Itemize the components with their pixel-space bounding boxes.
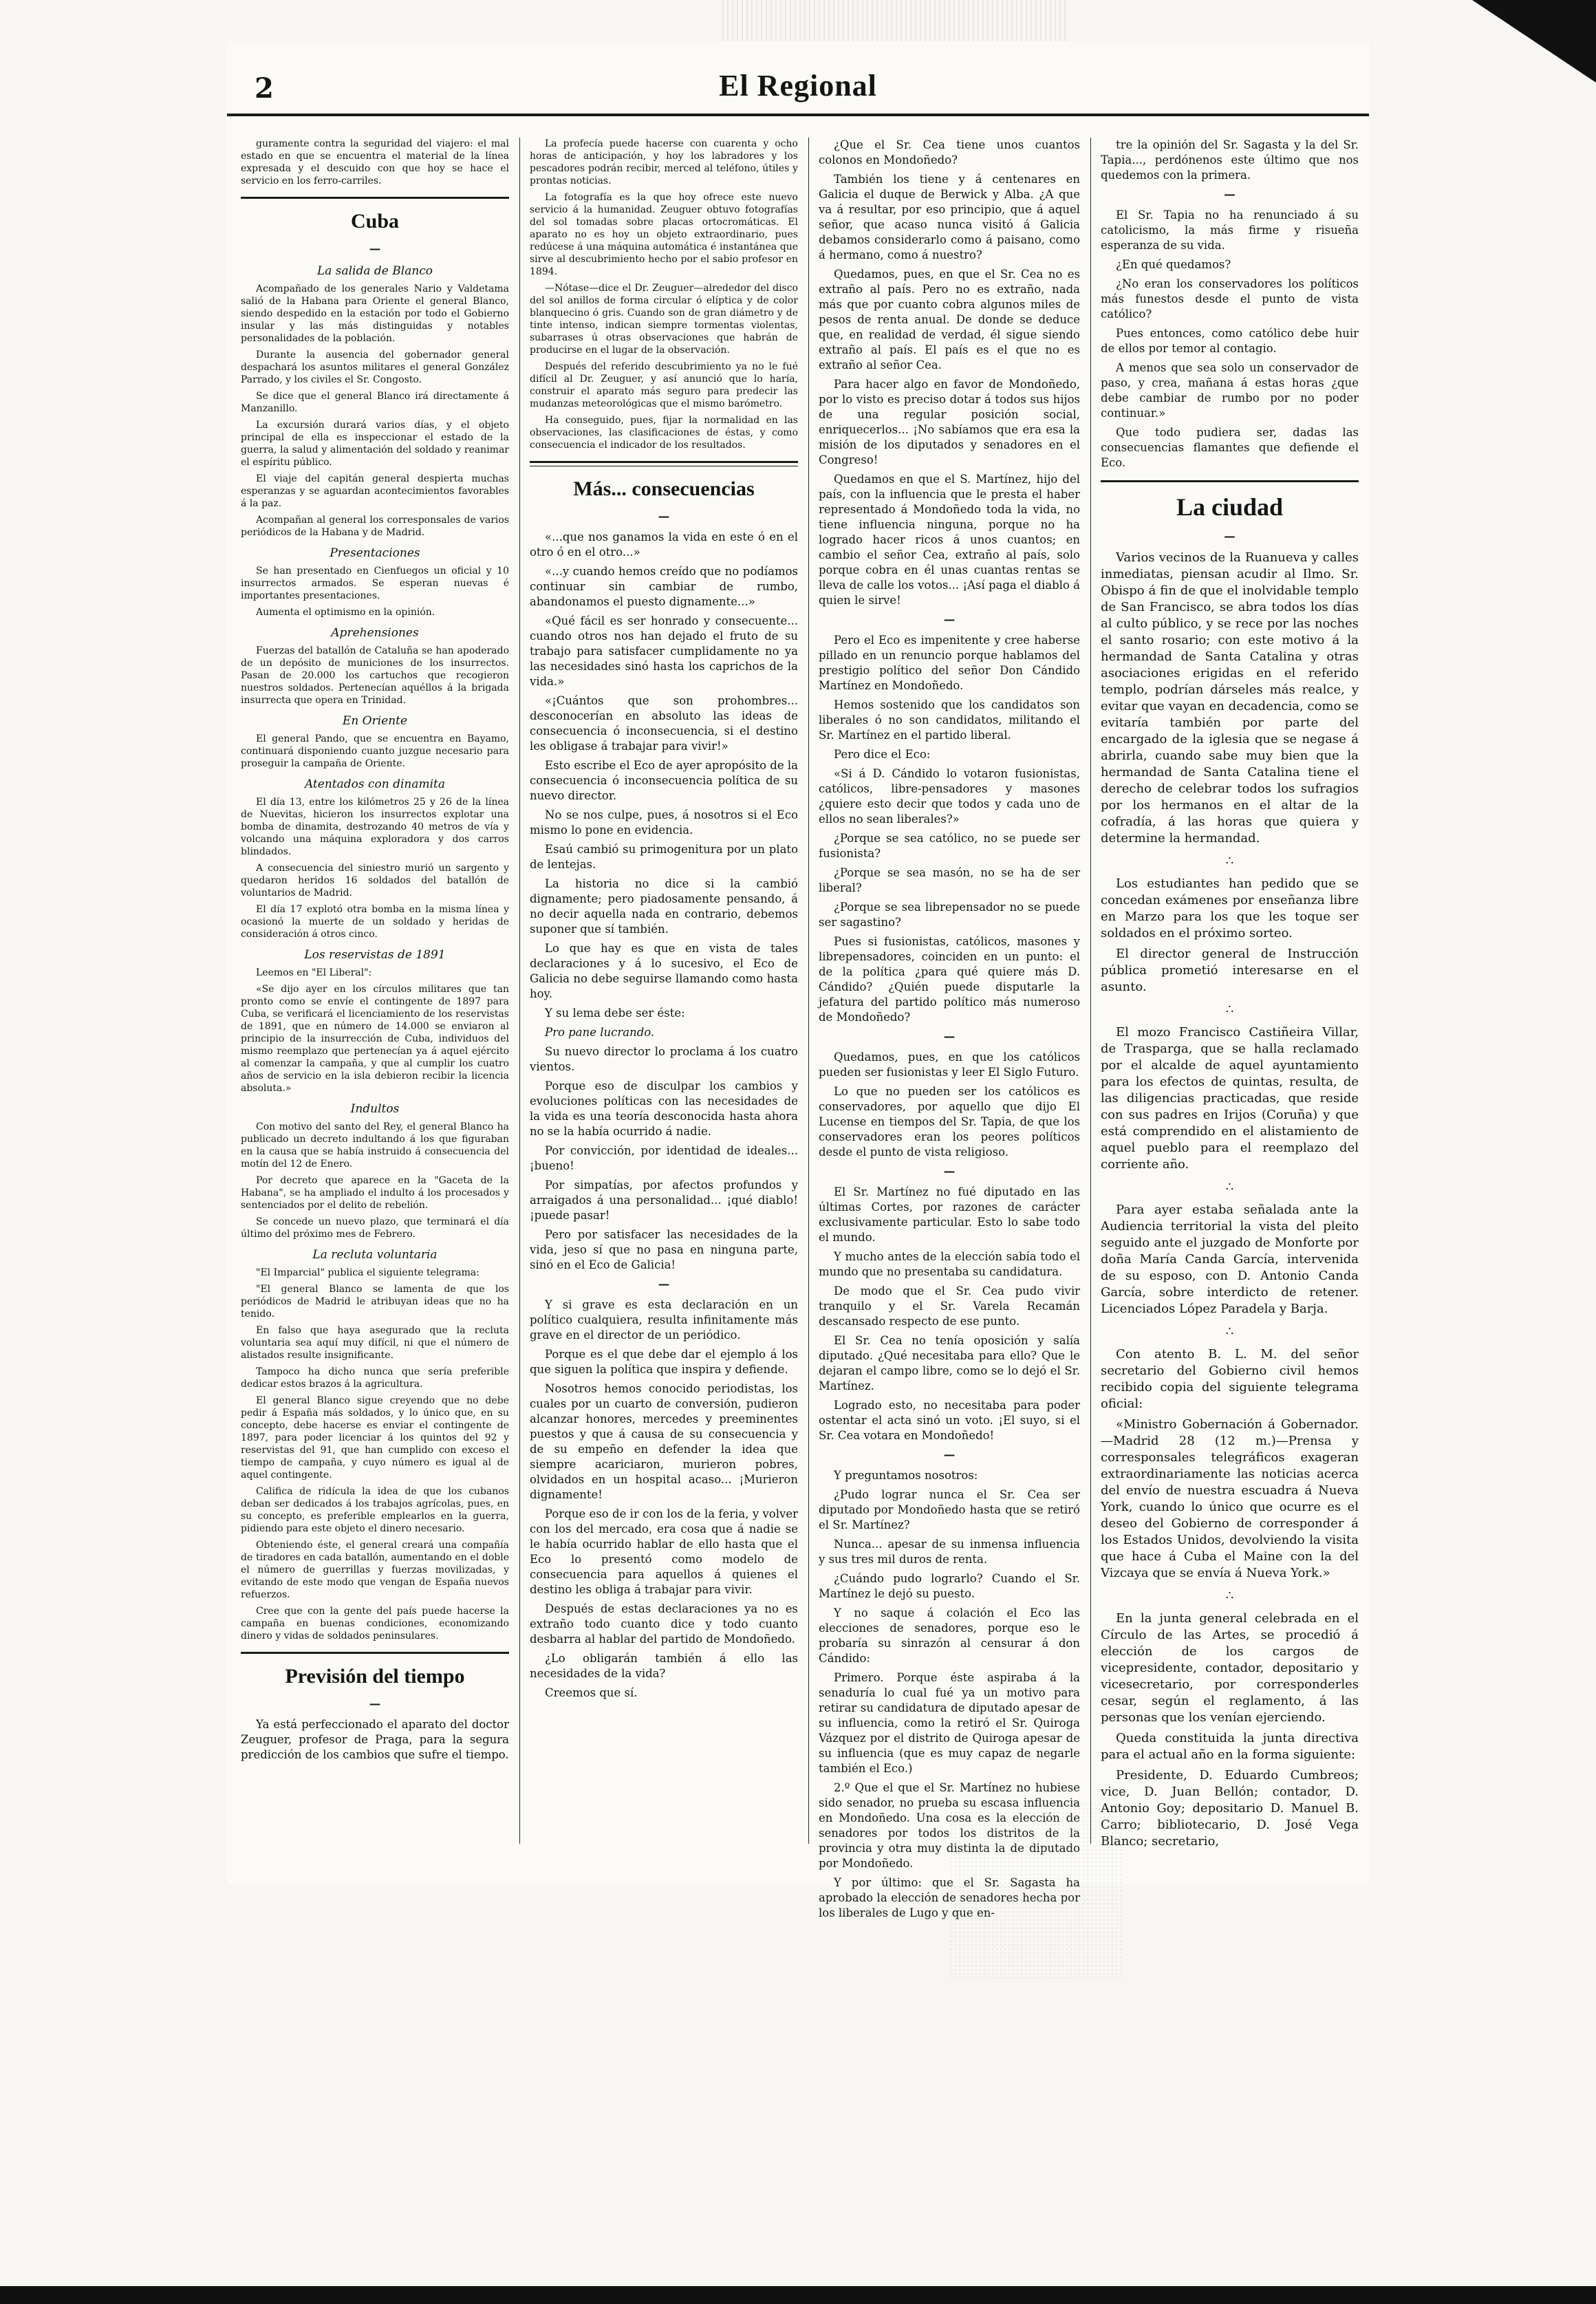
paragraph: El día 17 explotó otra bomba en la misma línea y ocasionó la muerte de un soldado y heridas de consideración á otros cinco. xyxy=(241,904,509,940)
paragraph: Pues si fusionistas, católicos, masones y librepensadores, coinciden en un punto: el de la política ¿para qué quiere más D. Cándido? ¿Quién puede disputarle la jefatura del partido político más numeroso de Mondoñedo? xyxy=(819,935,1080,1024)
paragraph: Fuerzas del batallón de Cataluña se han apoderado de un depósito de municiones de los insurrectos. Pasan de 20.000 los cartuchos que recogieron nuestros soldados. Pertenecían aquéllos á la brigada insurrecta que opera en Trinidad. xyxy=(241,645,509,706)
paragraph: Califica de ridícula la idea de que los cubanos deban ser dedicados á los trabajos agrícolas, pues, en su concepto, es preferible emplearlos en la guerra, pidiendo para este objeto el dinero necesario. xyxy=(241,1486,509,1534)
paragraph: ¿En qué quedamos? xyxy=(1116,258,1231,271)
paragraph: «Ministro Gobernación á Gobernador.—Madrid 28 (12 m.)—Prensa y corresponsales telegráficos exageran extraordinariamente las noticias acerca del envío de nuestra escuadra á Nueva York, cuando lo único que ocurre es el deseo del Gobierno de corresponder á los Estados Unidos, devolviendo la visita que hace á Cuba el Maine con la del Vizcaya que se envía á Nueva York.» xyxy=(1101,1417,1359,1580)
section-separator-stars: ∴ xyxy=(1225,1180,1234,1194)
paragraph: El viaje del capitán general despierta muchas esperanzas y se aguardan acontecimientos favorables á la paz. xyxy=(241,473,509,509)
paragraph: Y no saque á colación el Eco las elecciones de senadores, porque eso le probaría su sinrazón al censurar á don Cándido: xyxy=(819,1606,1080,1665)
paragraph: La fotografía es la que hoy ofrece este nuevo servicio á la humanidad. Zeuguer obtuvo fotografías del sol tomadas sobre placas ortocromáticas. El aparato no es hoy un objeto extraordinario, pues redúcese á una máquina automática é instantánea que sirve al descubrimiento hecho por el sabio profesor en 1894. xyxy=(530,192,798,277)
paragraph: Se dice que el general Blanco irá directamente á Manzanillo. xyxy=(241,391,509,414)
column-4 xyxy=(1101,138,1359,1849)
column-2 xyxy=(530,138,798,1844)
paragraph: Y por último: que el Sr. Sagasta ha aprobado la elección de senadores hecha por los liberales de Lugo y que en- xyxy=(819,1876,1080,1919)
paragraph: A consecuencia del siniestro murió un sargento y quedaron heridos 16 soldados del batallón de voluntarios de Madrid. xyxy=(241,863,509,898)
paragraph: «...que nos ganamos la vida en este ó en el otro ó en el otro...» xyxy=(530,530,798,559)
paragraph: Se han presentado en Cienfuegos un oficial y 10 insurrectos armados. Se esperan nuevas é importantes presentaciones. xyxy=(241,566,509,601)
paragraph: «Se dijo ayer en los círculos militares que tan pronto como se envíe el contingente de 1897 para Cuba, se verificará el licenciamiento de los reservistas de 1891, que en número de 14.000 se enviaron al principio de la insurrección de Cuba, individuos del mismo reemplazo que pertenecían ya á aquel ejército al comenzar la campaña, y que al cumplir los cuatro años de servicio en la isla debieron recibir la licencia absoluta.» xyxy=(241,984,509,1094)
paragraph-dash: — xyxy=(943,613,956,626)
subsection-title: Los reservistas de 1891 xyxy=(304,948,446,962)
scan-bottom-edge xyxy=(0,2286,1596,2304)
paragraph-dash: — xyxy=(1224,188,1236,201)
paragraph: El general Pando, que se encuentra en Bayamo, continuará disponiendo cuanto juzgue necesario para proseguir la campaña de Oriente. xyxy=(241,733,509,769)
paragraph: ¿Porque se sea católico, no se puede ser fusionista? xyxy=(819,832,1080,860)
page-number: 2 xyxy=(255,72,274,105)
paragraph: ¿Porque se sea librepensador no se puede ser sagastino? xyxy=(819,901,1080,929)
section-title-prevision: Previsión del tiempo xyxy=(285,1665,465,1688)
masthead-title: El Regional xyxy=(719,69,877,103)
title-dash: — xyxy=(369,1697,381,1710)
paragraph: Pro pane lucrando. xyxy=(545,1026,655,1039)
newspaper-page xyxy=(227,41,1369,1919)
paragraph: Presidente, D. Eduardo Cumbreos; vice, D. Juan Bellón; contador, D. Antonio Goy; depositario D. Manuel B. Carro; bibliotecario, D. José Vega Blanco; secretario, xyxy=(1101,1768,1359,1849)
paragraph: Hemos sostenido que los candidatos son liberales ó no son candidatos, militando el Sr. Martínez en el partido liberal. xyxy=(819,698,1080,742)
paragraph: ¿No eran los conservadores los políticos más funestos desde el punto de vista católico? xyxy=(1101,277,1359,321)
paragraph: Con motivo del santo del Rey, el general Blanco ha publicado un decreto indultando á los que figuraban en la causa que se había instruido á consecuencia del motín del 12 de Enero. xyxy=(241,1121,509,1170)
paragraph: Leemos en "El Liberal": xyxy=(256,967,372,978)
paragraph: Acompañado de los generales Nario y Valdetama salió de la Habana para Oriente el general Blanco, siendo despedido en la estación por todo el Gobierno insular y las más distinguidas y notables personalidades de la población. xyxy=(241,283,509,344)
subsection-title: La recluta voluntaria xyxy=(312,1248,438,1262)
subsection-title: Aprehensiones xyxy=(331,626,419,640)
paragraph: Porque eso de ir con los de la feria, y volver con los del mercado, era cosa que á nadie se le había ocurrido hablar de ello hasta que el Eco lo presentó como modelo de consecuencia para aquellos á quienes el destino les obliga á trabajar para vivir. xyxy=(530,1507,798,1596)
scan-noise-bottom xyxy=(949,1802,1121,1981)
paragraph: «Si á D. Cándido lo votaron fusionistas, católicos, libre-pensadores y masones ¿quiere esto decir que todos y cada uno de ellos no sean liberales?» xyxy=(819,767,1080,826)
paragraph: El Sr. Cea no tenía oposición y salía diputado. ¿Qué necesitaba para ello? Que le dejaran el campo libre, como se lo dejó el Sr. Martínez. xyxy=(819,1334,1080,1392)
paragraph: Nosotros hemos conocido periodistas, los cuales por un cuarto de conversión, pudieron alcanzar honores, mercedes y preeminentes puestos y que á causa de su consecuencia y de su empeño en defender la idea que siempre acariciaron, murieron pobres, olvidados en un hospital acaso... ¡Murieron dignamente! xyxy=(530,1382,798,1501)
section-separator-stars: ∴ xyxy=(1225,854,1234,868)
paragraph: Tampoco ha dicho nunca que sería preferible dedicar estos brazos á la agricultura. xyxy=(241,1366,509,1390)
section-divider xyxy=(530,461,798,463)
paragraph: «Qué fácil es ser honrado y consecuente... cuando otros nos han dejado el fruto de su trabajo para satisfacer cumplidamente no ya las necesidades sinó hasta los caprichos de la vida.» xyxy=(530,614,798,688)
paragraph: Quedamos, pues, en que los católicos pueden ser fusionistas y leer El Siglo Futuro. xyxy=(819,1051,1080,1079)
subsection-title: Indultos xyxy=(350,1102,400,1116)
paragraph: En falso que haya asegurado que la recluta voluntaria sea aquí muy difícil, ni que el número de alistados resulte insignificante. xyxy=(241,1325,509,1361)
paragraph: La excursión durará varios días, y el objeto principal de ella es inspeccionar el estado de la guerra, la salud y alimentación del soldado y reanimar el espíritu público. xyxy=(241,420,509,468)
paragraph: La profecía puede hacerse con cuarenta y ocho horas de anticipación, y hoy los labradores y los pescadores podrán recibir, merced al teléfono, útiles y prontas noticias. xyxy=(530,138,798,186)
column-rule xyxy=(1090,138,1091,1844)
paragraph: Su nuevo director lo proclama á los cuatro vientos. xyxy=(530,1045,798,1073)
section-title-la-ciudad: La ciudad xyxy=(1176,493,1284,521)
subsection-title: Presentaciones xyxy=(330,546,420,560)
paragraph: «...y cuando hemos creído que no podíamos continuar sin cambiar de rumbo, abandonamos el puesto dignamente...» xyxy=(530,565,798,608)
paragraph: Lo que no pueden ser los católicos es conservadores, por aquello que dijo El Lucense en tiempos del Sr. Tapia, de que los conservadores eran los peores políticos desde el punto de vista religioso. xyxy=(819,1085,1080,1159)
paragraph: El mozo Francisco Castiñeira Villar, de Trasparga, que se halla reclamado por el alcalde de aquel ayuntamiento para los efectos de quintas, resulta, de las diligencias practicadas, que reside con sus padres en Irijos (Coruña) y que está comprendido en el alistamiento de aquel pueblo para el reemplazo del corriente año. xyxy=(1101,1025,1359,1172)
paragraph: Para ayer estaba señalada ante la Audiencia territorial la vista del pleito seguido ante el juzgado de Monforte por doña María Canda García, intervenida de su esposo, con D. Antonio Canda García, sobre interdicto de retener. Licenciados López Paradela y Barja. xyxy=(1101,1203,1359,1316)
subsection-title: Atentados con dinamita xyxy=(304,777,446,791)
paragraph: ¿Pudo lograr nunca el Sr. Cea ser diputado por Mondoñedo hasta que se retiró el Sr. Martínez? xyxy=(819,1488,1080,1531)
paragraph: "El general Blanco se lamenta de que los periódicos de Madrid le atribuyan ideas que no ha tenido. xyxy=(241,1284,509,1320)
section-separator-stars: ∴ xyxy=(1225,1324,1234,1339)
paragraph: El Sr. Martínez no fué diputado en las últimas Cortes, por razones de carácter exclusivamente particular. Esto lo sabe todo el mundo. xyxy=(819,1185,1080,1244)
paragraph: tre la opinión del Sr. Sagasta y la del Sr. Tapia..., perdónenos este último que nos quedemos con la primera. xyxy=(1101,138,1359,182)
paragraph: Aumenta el optimismo en la opinión. xyxy=(256,607,435,618)
paragraph: «¡Cuántos que son prohombres... desconocerían en absoluto las ideas de consecuencia ó inconsecuencia, si el destino les obligase á trabajar para vivir!» xyxy=(530,694,798,753)
paragraph: De modo que el Sr. Cea pudo vivir tranquilo y el Sr. Varela Recamán descansado respecto de ese punto. xyxy=(819,1284,1080,1328)
paragraph: Esaú cambió su primogenitura por un plato de lentejas. xyxy=(530,843,798,871)
paragraph: Queda constituida la junta directiva para el actual año en la forma siguiente: xyxy=(1101,1731,1359,1762)
paragraph: El general Blanco sigue creyendo que no debe pedir á España más soldados, y lo único que, en su concepto, debe hacerse es enviar el contingente de 1897, para poder licenciar á los quintos del 92 y reservistas del 91, que han cumplido con exceso el tiempo de campaña, y cuyo número es igual al de aquel contingente. xyxy=(241,1395,509,1481)
subsection-title: En Oriente xyxy=(342,714,408,728)
column-3 xyxy=(819,138,1080,1919)
paragraph: Quedamos, pues, en que el Sr. Cea no es extraño al país. Pero no es extraño, nada más que por cuanto cobra algunos miles de pesos de renta anual. De donde se deduce que, en realidad de verdad, él sigue siendo extraño al país. El país es el que no es extraño al señor Cea. xyxy=(819,268,1080,372)
paragraph: No se nos culpe, pues, á nosotros si el Eco mismo lo pone en evidencia. xyxy=(530,808,798,837)
section-separator-stars: ∴ xyxy=(1225,1002,1234,1017)
paragraph: Logrado esto, no necesitaba para poder ostentar el acta sinó un voto. ¡El suyo, si el Sr. Cea votara en Mondoñedo! xyxy=(819,1399,1080,1442)
paragraph: Después del referido descubrimiento ya no le fué difícil al Dr. Zeuguer, y así anunció que lo haría, construir el aparato más seguro para predecir las mudanzas meteorológicas que el mismo barómetro. xyxy=(530,361,798,409)
section-title-mas-consecuencias: Más... consecuencias xyxy=(573,477,755,500)
paragraph: En la junta general celebrada en el Círculo de las Artes, se procedió á elección de los cargos de vicepresidente, contador, depositario y vicesecretario, por corresponderles cesar, según el reglamento, á las personas que los venían ejerciendo. xyxy=(1101,1611,1359,1725)
paragraph: Nunca... apesar de su inmensa influencia y sus tres mil duros de renta. xyxy=(819,1538,1080,1566)
paragraph-dash: — xyxy=(943,1030,956,1043)
paragraph: Que todo pudiera ser, dadas las consecuencias flamantes que defiende el Eco. xyxy=(1101,426,1359,469)
paragraph: Cree que con la gente del país puede hacerse la campaña en buenas condiciones, economizando dinero y vidas de soldados peninsulares. xyxy=(241,1606,509,1641)
paragraph: Primero. Porque éste aspiraba á la senaduría lo cual fué ya un motivo para retirar su candidatura de diputado apesar de su influencia, como la retiró el Sr. Quiroga Vázquez por el distrito de Quiroga apesar de su influencia (que es muy capaz de negarle también el Eco.) xyxy=(819,1671,1080,1775)
paragraph: Y preguntamos nosotros: xyxy=(834,1469,978,1482)
paragraph: Y mucho antes de la elección sabía todo el mundo que no presentaba su candidatura. xyxy=(819,1250,1080,1278)
paragraph: El día 13, entre los kilómetros 25 y 26 de la línea de Nuevitas, hicieron los insurrectos explotar una bomba de dinamita, destrozando 40 metros de vía y volcando una máquina exploradora y dos carros blindados. xyxy=(241,797,509,857)
paragraph-dash: — xyxy=(658,1278,670,1291)
paragraph: Lo que hay es que en vista de tales declaraciones y á lo sucesivo, el Eco de Galicia no debe seguirse llamando como hasta hoy. xyxy=(530,942,798,1000)
title-dash: — xyxy=(658,510,670,523)
paragraph: A menos que sea solo un conservador de paso, y crea, mañana á estas horas ¿que debe cambiar de rumbo por no poder continuar.» xyxy=(1101,361,1359,420)
paragraph: ¿Cuándo pudo lograrlo? Cuando el Sr. Martínez le dejó su puesto. xyxy=(819,1572,1080,1600)
section-separator-stars: ∴ xyxy=(1225,1589,1234,1603)
paragraph: Porque eso de disculpar los cambios y evoluciones políticas con las necesidades de la vida es una teoría desconocida hasta ahora no se la había ocurrido á nadie. xyxy=(530,1079,798,1138)
paragraph: Y su lema debe ser éste: xyxy=(545,1006,685,1020)
paragraph: —Nótase—dice el Dr. Zeuguer—alrededor del disco del sol anillos de forma circular ó elíptica y de color blanquecino ó gris. Cuando son de gran diámetro y de tinte intenso, indican siempre tormentas violentas, subarrases ú otras observaciones que habrán de producirse en el lugar de la observación. xyxy=(530,283,798,356)
paragraph: ¿Que el Sr. Cea tiene unos cuantos colonos en Mondoñedo? xyxy=(819,138,1080,166)
paragraph: Por simpatías, por afectos profundos y arraigados á una personalidad... ¡qué diablo! ¡puede pasar! xyxy=(530,1178,798,1222)
paragraph: ¿Lo obligarán también á ello las necesidades de la vida? xyxy=(530,1652,798,1680)
paragraph: Ya está perfeccionado el aparato del doctor Zeuguer, profesor de Praga, para la segura predicción de los cambios que sufre el tiempo. xyxy=(241,1718,509,1761)
paragraph: Después de estas declaraciones ya no es extraño todo cuanto dice y todo cuanto desbarra al hablar del partido de Mondoñedo. xyxy=(530,1602,798,1646)
page-header xyxy=(227,65,1369,116)
paragraph: Pero por satisfacer las necesidades de la vida, jeso sí que no pasa en ninguna parte, sinó en el Eco de Galicia! xyxy=(530,1228,798,1271)
intro-paragraph: guramente contra la seguridad del viajero: el mal estado en que se encuentra el material de la línea expresada y el descuido con que hoy se hace el servicio en los ferro-carriles. xyxy=(241,138,509,186)
section-divider xyxy=(241,1652,509,1654)
paragraph: Esto escribe el Eco de ayer apropósito de la consecuencia ó inconsecuencia política de su nuevo director. xyxy=(530,759,798,802)
paragraph: Acompañan al general los corresponsales de varios periódicos de la Habana y de Madrid. xyxy=(241,515,509,538)
paragraph: ¿Porque se sea masón, no se ha de ser liberal? xyxy=(819,866,1080,894)
column-rule xyxy=(808,138,809,1844)
paragraph: Obteniendo éste, el general creará una compañía de tiradores en cada batallón, aumentando en el doble el número de guerrillas y fuerzas movilizadas, y evitando de este modo que vengan de España nuevos refuerzos. xyxy=(241,1540,509,1600)
paragraph: El director general de Instrucción pública prometió interesarse en el asunto. xyxy=(1101,947,1359,994)
title-dash: — xyxy=(1224,530,1236,543)
column-1 xyxy=(241,138,509,1844)
section-divider xyxy=(241,197,509,199)
paragraph: Los estudiantes han pedido que se concedan exámenes por enseñanza libre en Marzo para los que les toque ser soldados en el próximo sorteo. xyxy=(1101,876,1359,940)
paragraph-dash: — xyxy=(943,1165,956,1178)
paragraph: Creemos que sí. xyxy=(545,1686,638,1699)
page-corner-fold xyxy=(1472,0,1596,83)
paragraph: Varios vecinos de la Ruanueva y calles inmediatas, piensan acudir al Ilmo. Sr. Obispo á fin de que el inolvidable templo de San Francisco, se abra todos los días al culto público, y se rece por las noches el santo rosario; con este motivo á la hermandad de Santa Catalina y otras asociaciones erigidas en el referido templo, podrían dárseles más realce, y evitar que vayan en decadencia, como se evitaría también por parte del encargado de la iglesia que se negase á abrirla, cuando sabe muy bien que la hermandad de Santa Catalina tiene el derecho de celebrar todos los sufragios por los hermanos en el altar de la cofradía, á las horas que quiera y determine la hermandad. xyxy=(1101,550,1359,846)
paragraph: Ha conseguido, pues, fijar la normalidad en las observaciones, las clasificaciones de éstas, y como consecuencia el indicador de los resultados. xyxy=(530,415,798,451)
title-dash: — xyxy=(369,242,381,255)
paragraph: Por convicción, por identidad de ideales... ¡bueno! xyxy=(530,1144,798,1172)
column-rule xyxy=(519,138,520,1844)
paragraph: Durante la ausencia del gobernador general despachará los asuntos militares el general González Parrado, y los civiles el Sr. Congosto. xyxy=(241,349,509,385)
paragraph: Y si grave es esta declaración en un político cualquiera, resulta infinitamente más grave en el director de un periódico. xyxy=(530,1298,798,1342)
paragraph: También los tiene y á centenares en Galicia el duque de Berwick y Alba. ¿A que va á resultar, por eso principio, que á aquel señor, que acaso nunca visitó á Galicia debamos considerarlo como á paisano, como á hermano, como á nuestro? xyxy=(819,173,1080,261)
paragraph: El Sr. Tapia no ha renunciado á su catolicismo, la más firme y risueña esperanza de su vida. xyxy=(1101,208,1359,252)
scan-noise-top xyxy=(722,0,1066,41)
paragraph: Porque es el que debe dar el ejemplo á los que siguen la política que inspira y defiende. xyxy=(530,1348,798,1376)
paragraph: La historia no dice si la cambió dignamente; pero piadosamente pensando, á no decir aquella nada en contrario, debemos suponer que sí también. xyxy=(530,877,798,936)
paragraph: 2.º Que el que el Sr. Martínez no hubiese sido senador, no prueba su escasa influencia en Mondoñedo. Una cosa es la elección de senadores por todos los distritos de la provincia y otra muy distinta la de diputado por Mondoñedo. xyxy=(819,1781,1080,1870)
paragraph: Pero el Eco es impenitente y cree haberse pillado en un renuncio porque hablamos del prestigio político del señor Don Cándido Martínez en Mondoñedo. xyxy=(819,634,1080,692)
paragraph-dash: — xyxy=(943,1448,956,1461)
section-title-cuba: Cuba xyxy=(350,210,400,233)
paragraph: Por decreto que aparece en la "Gaceta de la Habana", se ha ampliado el indulto á los procesados y sentenciados por el delito de rebelión. xyxy=(241,1175,509,1211)
paragraph: Se concede un nuevo plazo, que terminará el día último del próximo mes de Febrero. xyxy=(241,1216,509,1240)
paragraph: Para hacer algo en favor de Mondoñedo, por lo visto es preciso dotar á todos sus hijos de una regular posición social, enriquecerlos... ¡No sabíamos que era esa la misión de los diputados y senadores en el Congreso! xyxy=(819,378,1080,466)
paragraph: Pues entonces, como católico debe huir de ellos por temor al contagio. xyxy=(1101,327,1359,355)
paragraph: Quedamos en que el S. Martínez, hijo del país, con la influencia que le presta el haber representado á Mondoñedo toda la vida, no tiene influencia ninguna, porque no ha logrado hacer ricos á unos cuantos; en cambio el señor Cea, extraño al país, solo porque cobra en él unas cuantas rentas se lleva de calle los votos... ¡Así paga el diablo á quien le sirve! xyxy=(819,473,1080,607)
subsection-title: La salida de Blanco xyxy=(316,264,433,278)
section-divider xyxy=(1101,480,1359,482)
paragraph: "El Imparcial" publica el siguiente telegrama: xyxy=(256,1267,479,1278)
paragraph: Con atento B. L. M. del señor secretario del Gobierno civil hemos recibido copia del siguiente telegrama oficial: xyxy=(1101,1347,1359,1411)
paragraph: Pero dice el Eco: xyxy=(834,748,931,761)
